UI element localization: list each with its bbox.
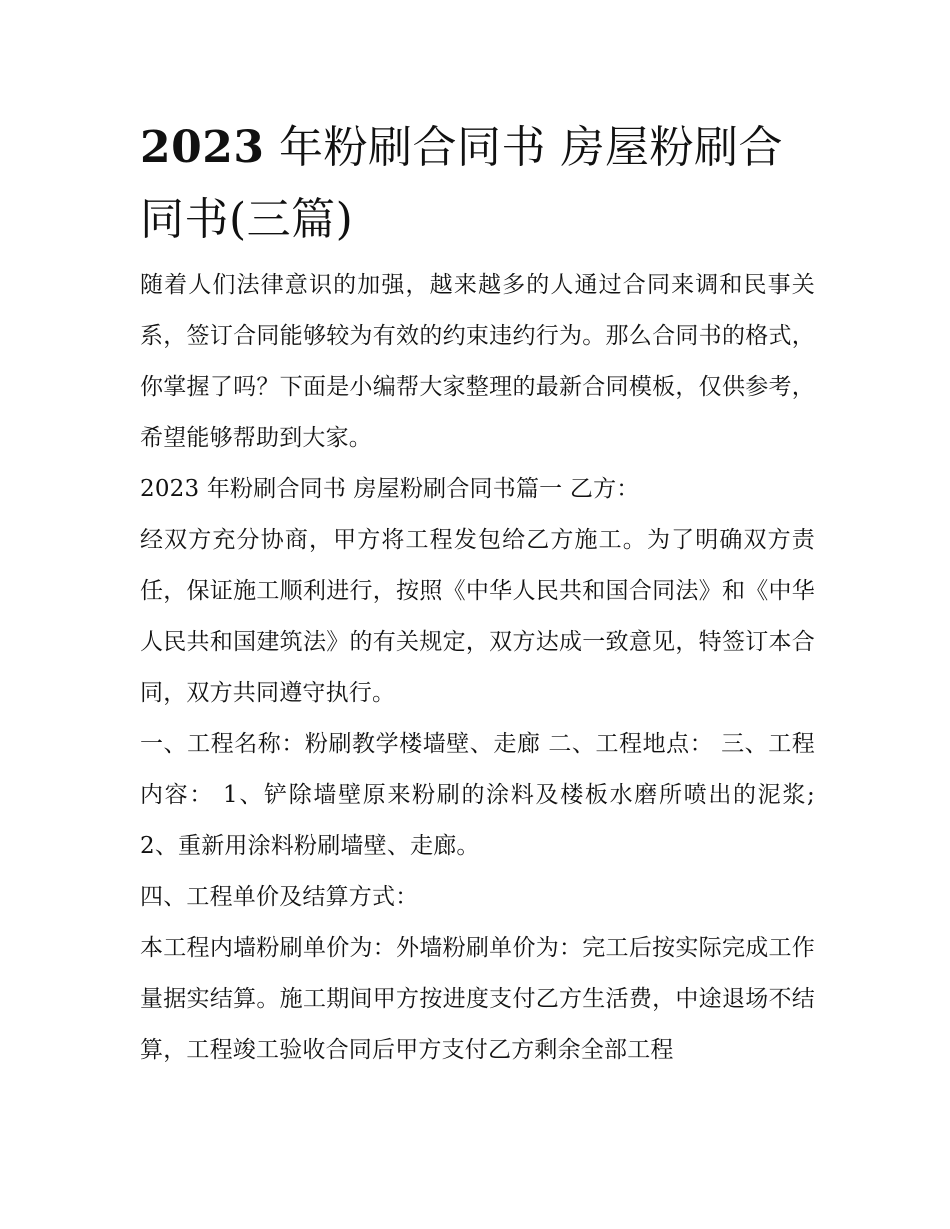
title-year: 2023 xyxy=(140,122,265,173)
paragraph-agreement: 经双方充分协商，甲方将工程发包给乙方施工。为了明确双方责任，保证施工顺利进行，按照《中华人民共和国合同法》和《中华人民共和国建筑法》的有关规定，双方达成一致意见，特签订本合同，双方共同遵守执行。 xyxy=(140,527,815,706)
paragraph-section-heading: 2023 年粉刷合同书 房屋粉刷合同书篇一 乙方： xyxy=(140,476,640,502)
document-body xyxy=(140,112,815,1076)
document-title xyxy=(140,112,815,256)
paragraph-project-details: 一、工程名称：粉刷教学楼墙壁、走廊 二、工程地点： 三、工程内容： 1、铲除墙壁原来粉刷的涂料及楼板水磨所喷出的泥浆; 2、重新用涂料粉刷墙壁、走廊。 xyxy=(140,731,815,859)
paragraph-pricing: 本工程内墙粉刷单价为：外墙粉刷单价为：完工后按实际完成工作量据实结算。施工期间甲方按进度支付乙方生活费，中途退场不结算，工程竣工验收合同后甲方支付乙方剩余全部工程 xyxy=(140,935,815,1063)
paragraph-intro: 随着人们法律意识的加强，越来越多的人通过合同来调和民事关系，签订合同能够较为有效的约束违约行为。那么合同书的格式，你掌握了吗？下面是小编帮大家整理的最新合同模板，仅供参考，希望能够帮助到大家。 xyxy=(140,272,815,451)
paragraph-pricing-heading: 四、工程单价及结算方式： xyxy=(140,884,419,910)
title-text: 年粉刷合同书 房屋粉刷合同书(三篇) xyxy=(140,122,783,245)
